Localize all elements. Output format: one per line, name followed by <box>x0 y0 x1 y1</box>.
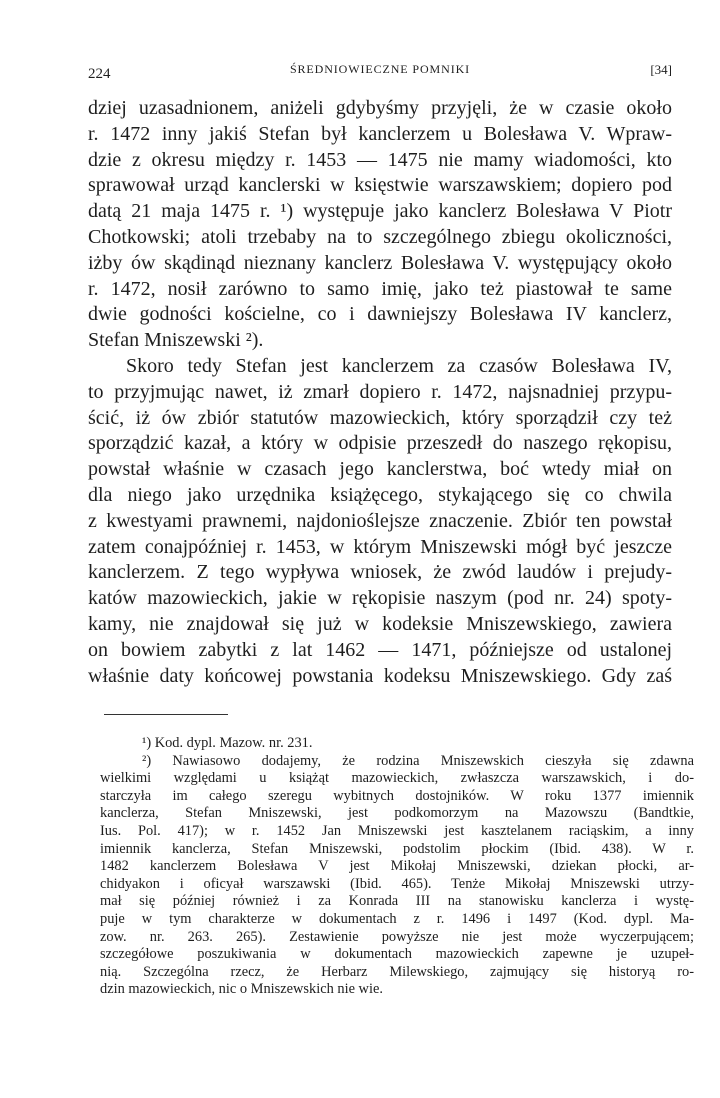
footnote-line: 1482 kanclerzem Bolesława V jest Mikołaj Mniszewski, dziekan płocki, ar- <box>100 858 694 875</box>
text-line: dwie godności kościelne, co i dawniejszy Bolesława IV kanclerz, <box>88 303 672 326</box>
running-title: ŚREDNIOWIECZNE POMNIKI <box>289 62 471 76</box>
text-line: dla niego jako urzędnika książęcego, stykającego się co chwila <box>88 483 672 506</box>
footnote-line: puje w tym charakterze w dokumentach z r. 1496 i 1497 (Kod. dypl. Ma- <box>100 910 694 927</box>
footnote-2: ²) Nawiasowo dodajemy, że rodzina Mniszewskich cieszyła się zdawna <box>142 752 694 769</box>
text-line: Chotkowski; atoli trzebaby na to szczególnego zbiegu okoliczności, <box>88 225 672 248</box>
footnote-line: chidyakon i oficyał warszawski (Ibid. 465). Tenże Mikołaj Mniszewski utrzy- <box>100 875 694 892</box>
text-line: Stefan Mniszewski ²). <box>88 329 264 352</box>
footnote-line: imiennik kanclerza, Stefan Mniszewski, podstolim płockim (Ibid. 438). W r. <box>100 840 694 857</box>
footnote-line: Ius. Pol. 417); w r. 1452 Jan Mniszewski jest kasztelanem raciąskim, a inny <box>100 822 694 839</box>
footnote-line: szczegółowe poszukiwania w dokumentach mazowieckich zapewne je uzupeł- <box>100 946 694 963</box>
text-line: r. 1472 inny jakiś Stefan był kanclerzem u Bolesława V. Wpraw- <box>88 122 672 145</box>
footnote-divider <box>104 714 228 715</box>
main-text <box>88 96 672 689</box>
text-line: kanclerzem. Z tego wypływa wniosek, że zwód laudów i prejudy- <box>88 561 672 584</box>
text-line: iżby ów skądinąd nieznany kanclerz Bolesława V. występujący około <box>88 251 672 274</box>
footnote-line: wielkimi względami u książąt mazowieckich, zwłaszcza warszawskich, i do- <box>100 770 694 787</box>
footnote-line: kanclerza, Stefan Mniszewski, jest podkomorzym na Mazowszu (Bandtkie, <box>100 805 694 822</box>
text-line: właśnie daty końcowej powstania kodeksu Mniszewskiego. Gdy zaś <box>88 664 672 687</box>
text-line: powstał właśnie w czasach jego kanclerstwa, boć wtedy miał on <box>88 458 672 481</box>
text-line: sporządzić kazał, a który w odpisie przeszedł do naszego rękopisu, <box>88 432 672 455</box>
text-line: datą 21 maja 1475 r. ¹) występuje jako kanclerz Bolesława V Piotr <box>88 200 672 223</box>
text-line: katów mazowieckich, jakie w rękopisie naszym (pod nr. 24) spoty- <box>88 587 672 610</box>
text-line: dzie z okresu między r. 1453 — 1475 nie mamy wiadomości, kto <box>88 148 672 171</box>
page-number: 224 <box>88 66 111 82</box>
text-line: sprawował urząd kanclerski w księstwie warszawskiem; dopiero pod <box>88 174 672 197</box>
running-head <box>88 62 672 84</box>
text-line: kamy, nie znajdował się już w kodeksie Mniszewskiego, zawiera <box>88 612 672 635</box>
text-line: to przyjmując nawet, iż zmarł dopiero r. 1472, najsnadniej przypu- <box>88 380 672 403</box>
footnote-line: starczyła im całego szeregu wybitnych dostojników. W roku 1377 imiennik <box>100 787 694 804</box>
text-line: z kwestyami prawnemi, najdonioślejsze znaczenie. Zbiór ten powstał <box>88 509 672 532</box>
text-line: dziej uzasadnionem, aniżeli gdybyśmy przyjęli, że w czasie około <box>88 97 672 119</box>
footnote-line: dzin mazowieckich, nic o Mniszewskich nie wie. <box>100 981 383 998</box>
footnote-line: zow. nr. 263. 265). Zestawienie powyższe nie jest może wyczerpującem; <box>100 928 694 945</box>
footnote-1: ¹) Kod. dypl. Mazow. nr. 231. <box>142 735 313 751</box>
paragraph-start-line: Skoro tedy Stefan jest kanclerzem za czasów Bolesława IV, <box>126 354 672 377</box>
section-number: [34] <box>650 62 672 77</box>
footnote-line: mał się później również i za Konrada III na stanowisku kanclerza i wystę- <box>100 893 694 910</box>
text-line: r. 1472, nosił zarówno to samo imię, jako też piastował te same <box>88 277 672 300</box>
footnotes <box>100 735 694 999</box>
text-line: ścić, iż ów zbiór statutów mazowieckich, który sporządził czy też <box>88 406 672 429</box>
text-line: on bowiem zabytki z lat 1462 — 1471, późniejsze od ustalonej <box>88 638 672 661</box>
footnote-line: nią. Szczególna rzecz, że Herbarz Milewskiego, zajmujący się historyą ro- <box>100 963 694 980</box>
text-line: zatem conajpóźniej r. 1453, w którym Mniszewski mógł być jeszcze <box>88 535 672 558</box>
